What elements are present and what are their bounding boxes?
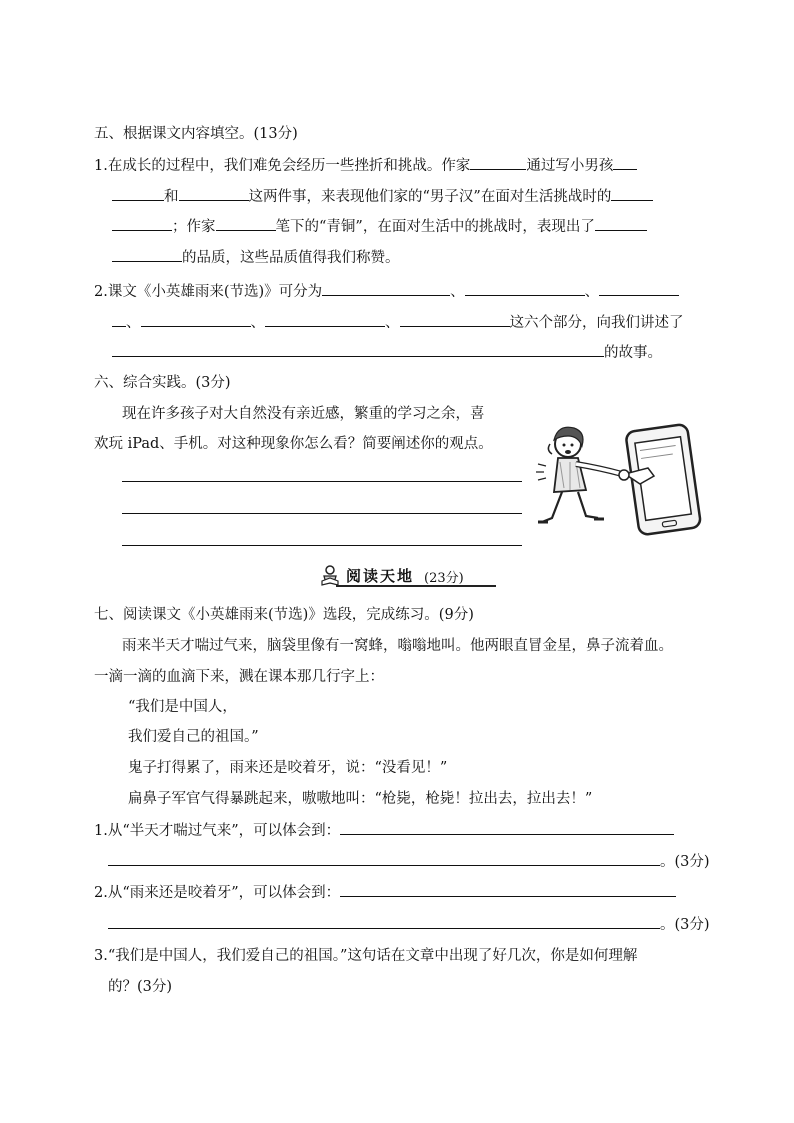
passage-line: 我们爱自己的祖国。”	[128, 729, 259, 745]
blank[interactable]	[112, 312, 126, 327]
answer-blank[interactable]	[340, 820, 674, 835]
s7-q2-points: 。(3分)	[660, 917, 710, 933]
s5-q1-text: 这两件事，来表现他们家的“男子汉”在面对生活挑战时的	[248, 189, 612, 205]
blank[interactable]	[216, 216, 276, 231]
section-5-heading: 五、根据课文内容填空。(13分)	[94, 126, 298, 142]
blank[interactable]	[112, 186, 164, 201]
blank[interactable]	[465, 281, 585, 296]
answer-blank[interactable]	[108, 914, 660, 929]
reading-section-banner	[316, 564, 500, 588]
blank[interactable]	[611, 186, 653, 201]
section-6-heading: 六、综合实践。(3分)	[94, 375, 231, 391]
s5-q1-line4	[112, 247, 400, 268]
s5-q1-line3	[112, 216, 647, 237]
passage-line: “我们是中国人，	[128, 699, 237, 715]
blank[interactable]	[599, 281, 679, 296]
blank[interactable]	[265, 312, 385, 327]
blank[interactable]	[112, 342, 604, 357]
separator: 、	[385, 315, 400, 331]
s5-q2-text: 的故事。	[604, 345, 662, 361]
s5-q2-line3	[112, 342, 662, 363]
separator: 、	[450, 284, 465, 300]
person-pulling-giant-phone-illustration	[530, 418, 705, 536]
passage-line: 扁鼻子军官气得暴跳起来，嗷嗷地叫：“枪毙，枪毙！拉出去，拉出去！”	[128, 791, 593, 807]
s7-q1-text: 1.从“半天才喘过气来”，可以体会到：	[94, 823, 341, 839]
s7-q2-line2	[108, 914, 710, 935]
s7-q2-line1	[94, 882, 676, 903]
section-7-heading: 七、阅读课文《小英雄雨来(节选)》选段，完成练习。(9分)	[94, 607, 474, 623]
s5-q1-text: ；作家	[172, 219, 216, 235]
separator: 、	[126, 315, 141, 331]
reading-figure-icon	[318, 565, 342, 591]
s5-q1-text: 和	[164, 189, 179, 205]
passage-line: 鬼子打得累了，雨来还是咬着牙，说：“没看见！”	[128, 760, 448, 776]
answer-line[interactable]	[122, 545, 522, 546]
blank[interactable]	[595, 216, 647, 231]
s5-q1-line1	[94, 155, 637, 176]
s6-paragraph-line2: 欢玩 iPad、手机。对这种现象你怎么看？简要阐述你的观点。	[94, 436, 493, 452]
answer-blank[interactable]	[340, 882, 676, 897]
s5-q1-text: 通过写小男孩	[526, 158, 614, 174]
s7-q2-text: 2.从“雨来还是咬着牙”，可以体会到：	[94, 885, 341, 901]
blank[interactable]	[112, 216, 172, 231]
blank[interactable]	[141, 312, 251, 327]
answer-blank[interactable]	[108, 851, 660, 866]
s7-q1-points: 。(3分)	[660, 854, 710, 870]
s5-q2-line1	[94, 281, 679, 302]
s6-paragraph-line1: 现在许多孩子对大自然没有亲近感，繁重的学习之余，喜	[122, 406, 485, 422]
s5-q1-text: 1.在成长的过程中，我们难免会经历一些挫折和挑战。作家	[94, 158, 471, 174]
blank[interactable]	[400, 312, 510, 327]
blank[interactable]	[613, 155, 637, 170]
s7-q3-line1: 3.“我们是中国人，我们爱自己的祖国。”这句话在文章中出现了好几次，你是如何理解	[94, 948, 638, 964]
s5-q1-text: 笔下的“青铜”，在面对生活中的挑战时，表现出了	[275, 219, 595, 235]
blank[interactable]	[179, 186, 249, 201]
reading-banner-points: (23分)	[424, 571, 464, 586]
s5-q2-text: 2.课文《小英雄雨来(节选)》可分为	[94, 284, 323, 300]
blank[interactable]	[112, 247, 182, 262]
separator: 、	[584, 284, 600, 300]
separator: 、	[250, 315, 265, 331]
blank[interactable]	[322, 281, 450, 296]
s5-q1-line2	[112, 186, 653, 207]
s7-q3-line2: 的？(3分)	[108, 979, 173, 995]
s7-q1-line1	[94, 820, 674, 841]
reading-banner-title: 阅读天地	[346, 567, 415, 585]
answer-line[interactable]	[122, 481, 522, 482]
s7-q1-line2	[108, 851, 710, 872]
passage-line: 一滴一滴的血滴下来，溅在课本那几行字上：	[94, 669, 384, 685]
s5-q2-line2	[112, 312, 684, 333]
answer-line[interactable]	[122, 513, 522, 514]
s5-q2-text: 这六个部分，向我们讲述了	[509, 315, 684, 331]
banner-underline	[336, 585, 496, 587]
s5-q1-text: 的品质，这些品质值得我们称赞。	[182, 250, 400, 266]
blank[interactable]	[470, 155, 526, 170]
passage-line: 雨来半天才喘过气来，脑袋里像有一窝蜂，嗡嗡地叫。他两眼直冒金星，鼻子流着血。	[122, 638, 673, 654]
